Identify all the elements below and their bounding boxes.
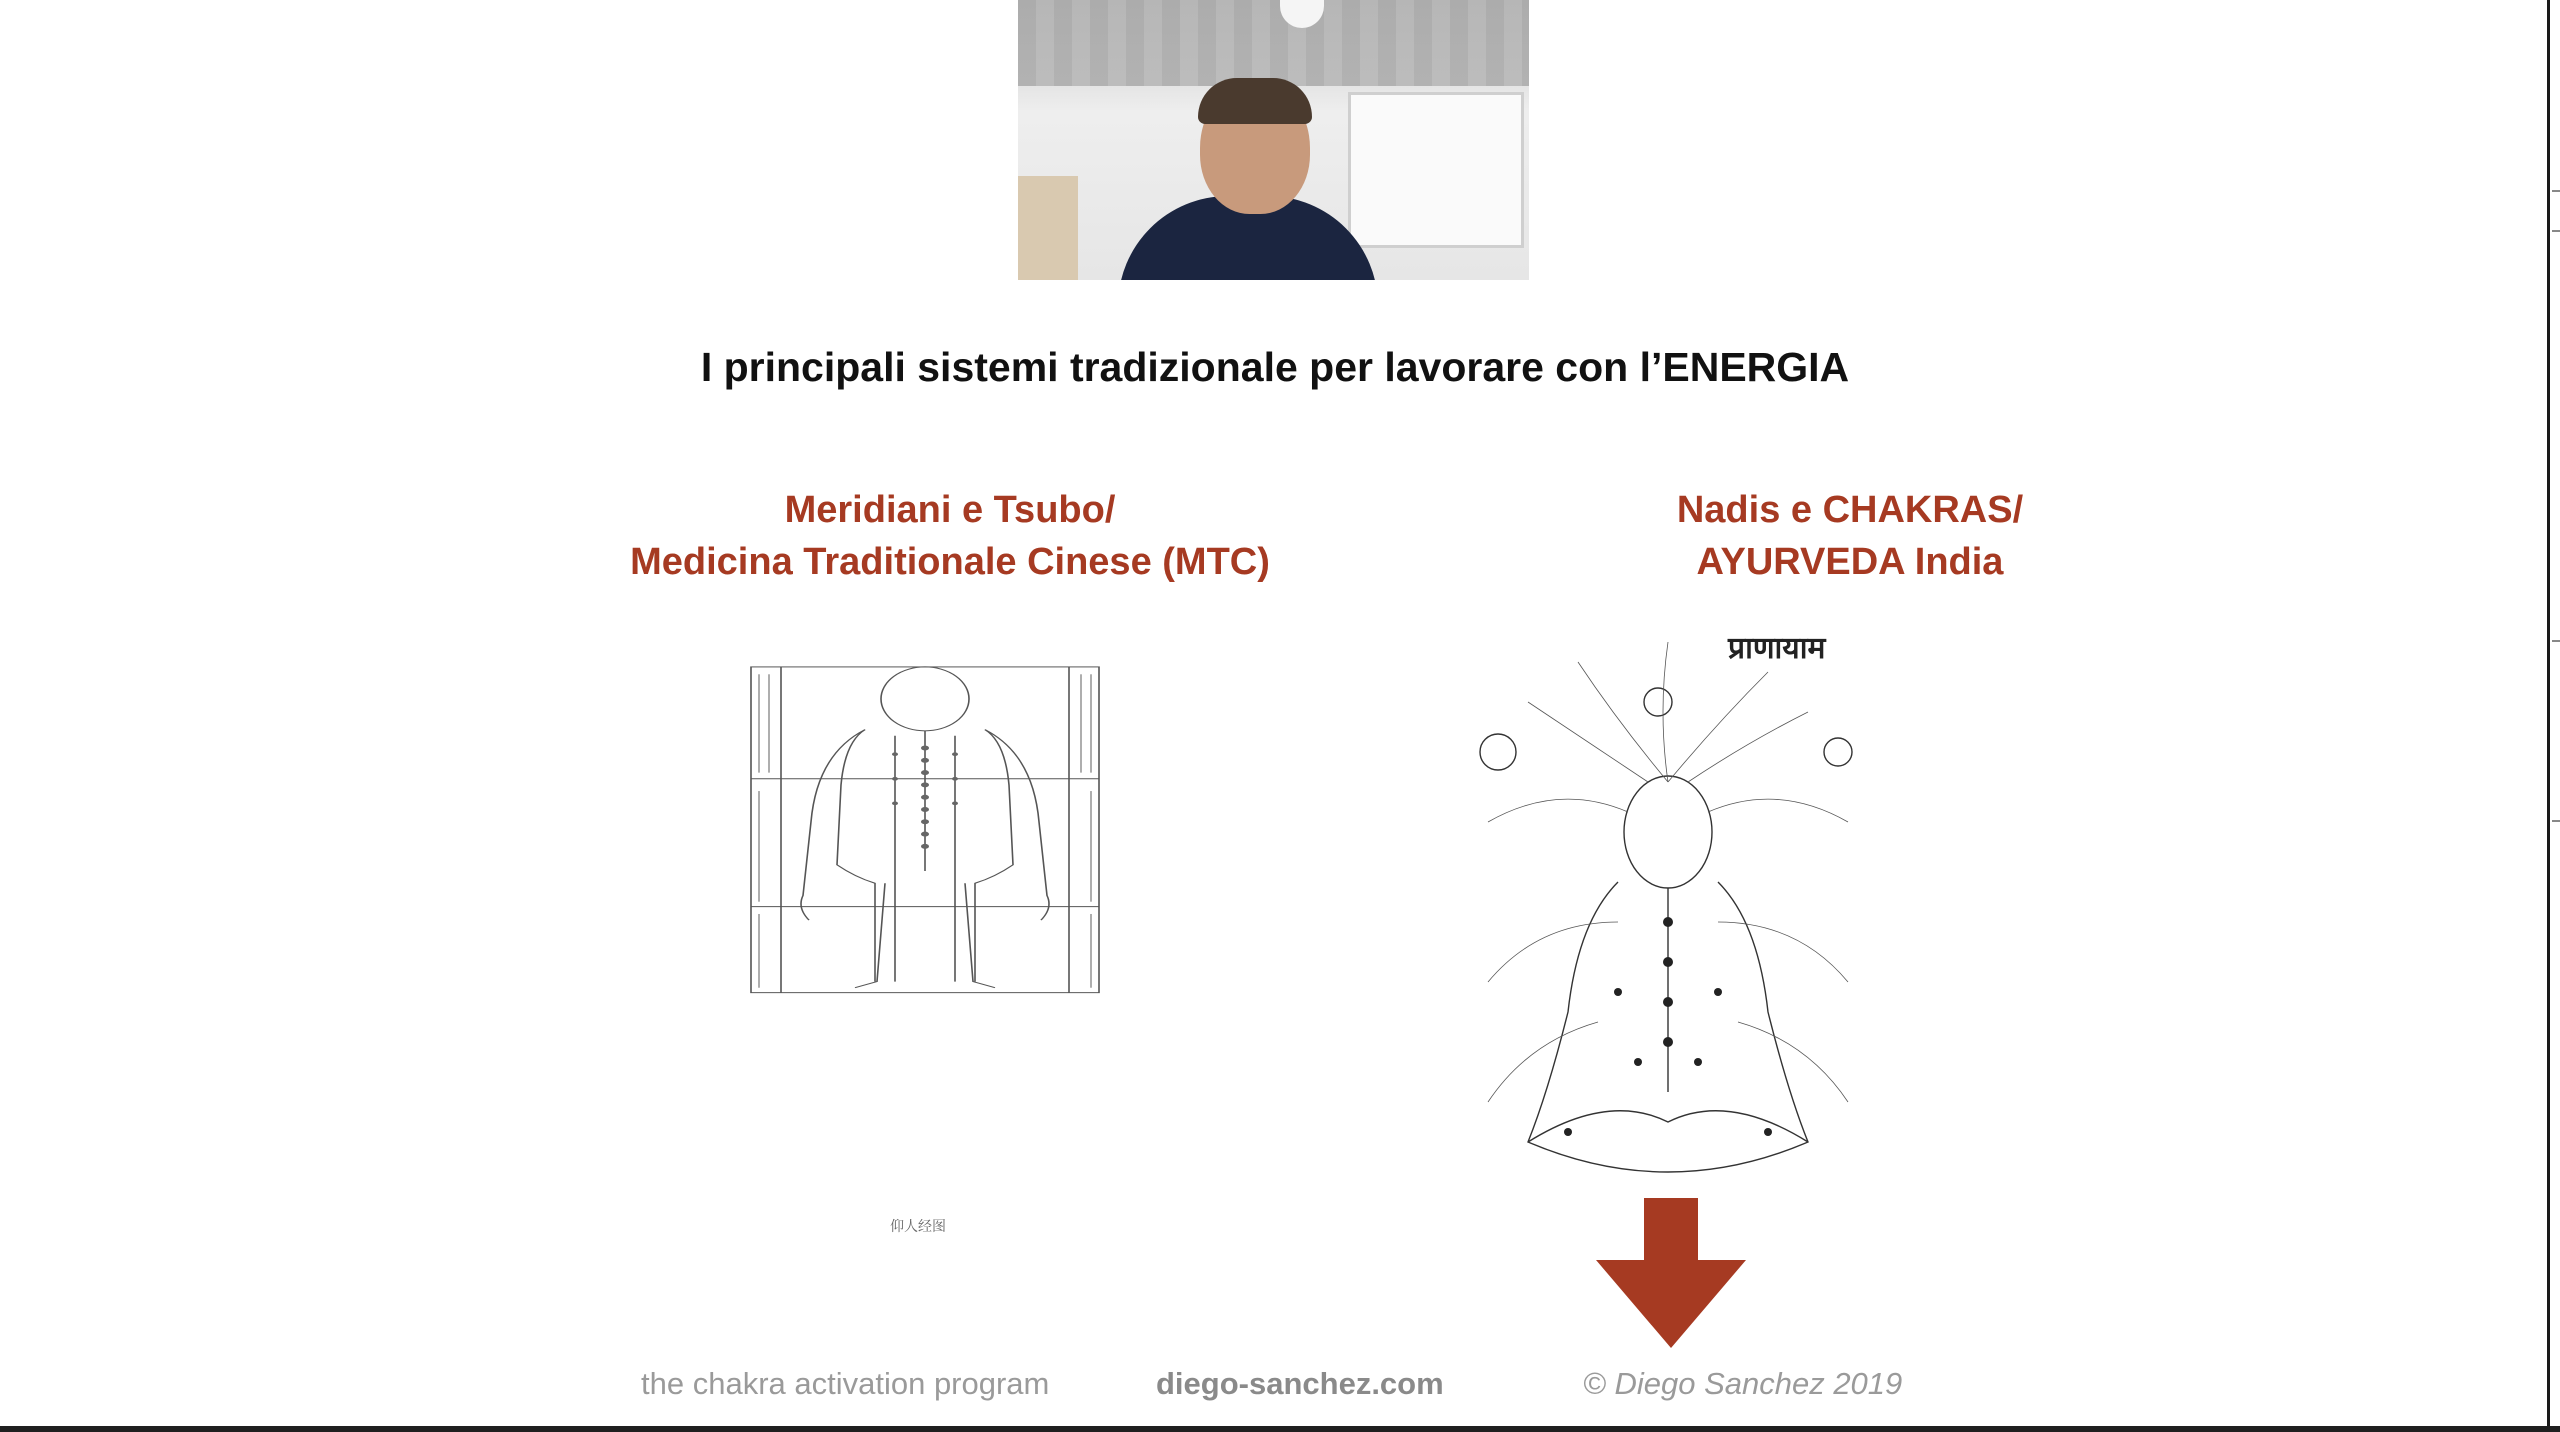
left-column-heading xyxy=(540,484,1360,588)
webcam-window xyxy=(1348,92,1524,248)
webcam-door xyxy=(1018,176,1078,280)
right-column-heading xyxy=(1460,484,2240,588)
down-arrow-icon xyxy=(1596,1198,1746,1348)
presentation-slide xyxy=(240,282,2310,1426)
webcam-video xyxy=(1018,0,1529,280)
meridian-caption: 仰人经图 xyxy=(890,1219,946,1235)
edge-tick xyxy=(2552,230,2560,232)
left-heading-line2: Medicina Traditionale Cinese (MTC) xyxy=(630,541,1270,583)
edge-tick xyxy=(2552,640,2560,642)
edge-tick xyxy=(2552,190,2560,192)
meridian-chart-figure xyxy=(745,662,1105,1252)
right-heading-line2: AYURVEDA India xyxy=(1696,541,2004,583)
bottom-window-edge xyxy=(0,1426,2560,1432)
presenter-hair xyxy=(1198,78,1312,124)
slide-title: I principali sistemi tradizionale per lavorare con l’ENERGIA xyxy=(700,344,1850,390)
edge-tick xyxy=(2552,820,2560,822)
chakra-sanskrit-label: प्राणायाम xyxy=(1728,631,1826,666)
footer-copyright: © Diego Sanchez 2019 xyxy=(1583,1366,1903,1401)
right-heading-line1: Nadis e CHAKRAS/ xyxy=(1676,489,2024,531)
footer-site: diego-sanchez.com xyxy=(1156,1366,1444,1401)
footer-program: the chakra activation program xyxy=(641,1366,1050,1401)
chakra-nadis-figure xyxy=(1468,622,1868,1202)
right-window-edge xyxy=(2547,0,2560,1432)
webcam-ceiling xyxy=(1018,0,1529,86)
left-heading-line1: Meridiani e Tsubo/ xyxy=(784,489,1116,531)
